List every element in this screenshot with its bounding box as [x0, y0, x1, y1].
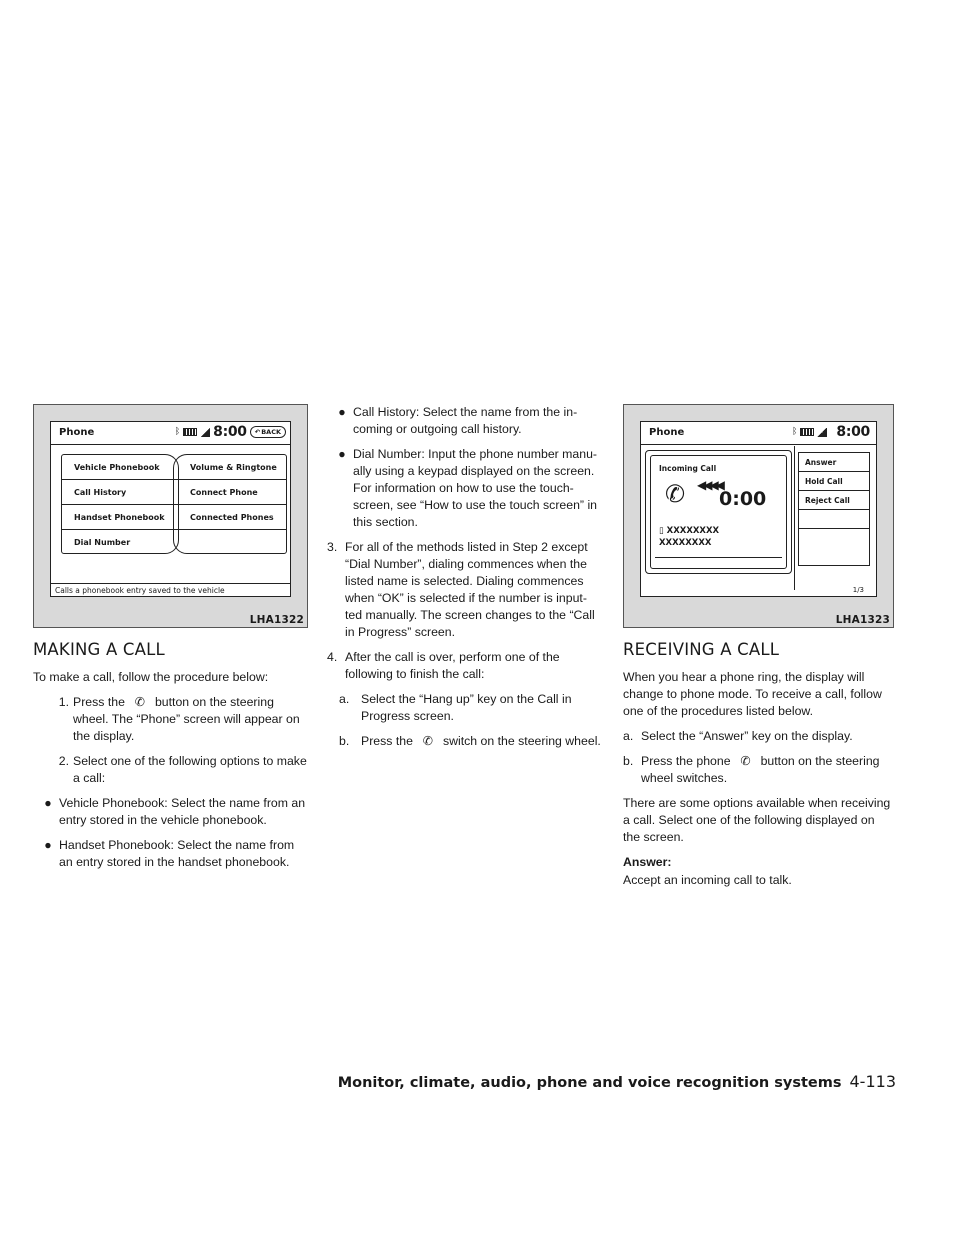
- back-button[interactable]: [250, 426, 286, 438]
- figure-phone-menu: [33, 404, 308, 628]
- signal-icon: [200, 428, 210, 437]
- receive-step-a: [623, 728, 894, 745]
- reject-call-button[interactable]: Reject Call: [799, 491, 869, 510]
- clock: 8:00: [213, 424, 247, 440]
- column-1: [33, 404, 308, 879]
- figure-label: LHA1322: [249, 614, 304, 626]
- option-empty: [799, 510, 869, 529]
- incoming-call-screen: [640, 421, 877, 597]
- handset-icon: ✆: [665, 480, 686, 508]
- receiving-call-heading: RECEIVING A CALL: [623, 640, 780, 659]
- incoming-call-label: Incoming Call: [659, 464, 717, 473]
- status-bar: [792, 424, 872, 440]
- call-options-list: [798, 452, 870, 566]
- receive-step-b: [623, 753, 894, 787]
- status-bar: [175, 424, 286, 440]
- page-indicator: 1/3: [852, 586, 864, 594]
- back-label: BACK: [261, 428, 281, 436]
- step-number: 2.: [58, 754, 69, 768]
- bullet-icon: ●: [44, 838, 52, 852]
- step4-text: After the call is over, perform one of the following to finish the call:: [345, 650, 560, 681]
- phone-menu-screen: [50, 421, 291, 597]
- step4b-text-a: Press the: [361, 734, 413, 748]
- figure-incoming-call: [623, 404, 894, 628]
- making-call-heading: MAKING A CALL: [33, 640, 165, 659]
- phone-button-icon: ✆: [134, 695, 146, 709]
- bullet-text: Handset Phonebook: Select the name from an entry stored in the handset phonebook.: [59, 838, 295, 869]
- screen-title: Phone: [649, 427, 685, 438]
- figure-label: LHA1323: [835, 614, 890, 626]
- divider: [655, 557, 782, 558]
- receiving-intro: When you hear a phone ring, the display will change to phone mode. To receive a call, follow one of the procedures listed below.: [623, 670, 882, 718]
- menu-item-handset-phonebook[interactable]: Handset Phonebook: [62, 505, 178, 530]
- phone-small-icon: ▯: [659, 526, 664, 536]
- hold-call-button[interactable]: Hold Call: [799, 472, 869, 491]
- step1-text-a: Press the: [73, 695, 125, 709]
- bullet-text: Call History: Select the name from the in-coming or outgoing call history.: [353, 405, 578, 436]
- making-intro: To make a call, follow the procedure below:: [33, 670, 269, 684]
- screen-header: [641, 422, 876, 445]
- menu-item-call-history[interactable]: Call History: [62, 480, 178, 505]
- step-number: 3.: [327, 540, 338, 554]
- bullet-text: Vehicle Phonebook: Select the name from an entry stored in the vehicle phonebook.: [59, 796, 306, 827]
- divider: [794, 446, 795, 590]
- battery-icon: [183, 428, 197, 436]
- menu-right-column: [173, 454, 287, 554]
- step1-text-b: button on the steering wheel. The “Phone” screen will appear on the display.: [73, 695, 300, 743]
- screen-title: Phone: [59, 427, 95, 438]
- bluetooth-icon: ᛒ: [791, 427, 798, 437]
- step2-text: Select one of the following options to make a call:: [73, 754, 307, 785]
- step-number: 4.: [327, 650, 338, 664]
- phone-switch-icon: ✆: [422, 734, 434, 748]
- column-2: [327, 404, 603, 758]
- bullet-dial-number: [331, 446, 603, 531]
- battery-icon: [800, 428, 814, 436]
- caller-number-2: XXXXXXXX: [659, 538, 712, 548]
- bluetooth-icon: ᛒ: [174, 427, 181, 437]
- step-letter: a.: [339, 692, 350, 706]
- options-text: There are some options available when receiving a call. Select one of the following displayed on the screen.: [623, 796, 891, 844]
- receive-b-text-a: Press the phone: [641, 754, 731, 768]
- receive-a-text: Select the “Answer” key on the display.: [641, 729, 853, 743]
- screen-header: [51, 422, 290, 445]
- step-3: [327, 539, 603, 641]
- call-timer: 0:00: [719, 488, 767, 510]
- bullet-call-history: [331, 404, 603, 438]
- incoming-arrows-icon: ◀◀◀◀: [697, 478, 722, 492]
- answer-heading: Answer:: [623, 855, 672, 869]
- step-1: [33, 694, 308, 745]
- bullet-text: Dial Number: Input the phone number manu-ally using a keypad displayed on the screen. For information on how to use the touch-screen, see “How to use the touch screen” in this section.: [353, 447, 598, 529]
- phone-button-icon: ✆: [740, 754, 751, 768]
- menu-item-dial-number[interactable]: Dial Number: [74, 538, 131, 547]
- step-4b: [339, 733, 603, 750]
- step4b-text-b: switch on the steering wheel.: [442, 734, 601, 748]
- page-footer: [338, 1072, 896, 1091]
- option-empty: [799, 529, 869, 548]
- menu-item-vehicle-phonebook[interactable]: Vehicle Phonebook: [62, 455, 178, 480]
- menu-left-column: [61, 454, 179, 554]
- phone-menu: [61, 454, 287, 556]
- menu-item-empty: [174, 530, 286, 555]
- step3-text: For all of the methods listed in Step 2 except “Dial Number”, dialing commences when the listed name is selected. Dialing commences when “OK” is selected if the number is input-ted manually. The screen changes to the “Call in Progress” screen.: [345, 540, 595, 639]
- step4a-text: Select the “Hang up” key on the Call in Progress screen.: [361, 692, 572, 723]
- menu-item-connected-phones[interactable]: Connected Phones: [174, 505, 286, 530]
- answer-button[interactable]: Answer: [799, 453, 869, 472]
- step-4a: [339, 691, 603, 725]
- step-number: 1.: [58, 695, 69, 709]
- clock: 8:00: [836, 424, 870, 440]
- section-title: Monitor, climate, audio, phone and voice recognition systems: [337, 1075, 842, 1091]
- bullet-handset-phonebook: [37, 837, 308, 871]
- back-arrow-icon: ↶: [254, 428, 261, 436]
- menu-item-connect-phone[interactable]: Connect Phone: [174, 480, 286, 505]
- caller-number-1: ▯ XXXXXXXX: [659, 526, 720, 536]
- step-letter: b.: [339, 734, 350, 748]
- bullet-vehicle-phonebook: [37, 795, 308, 829]
- menu-item-volume-ringtone[interactable]: Volume & Ringtone: [174, 455, 286, 480]
- step-4: [327, 649, 603, 683]
- call-info-panel: [645, 450, 792, 574]
- step-2: [33, 753, 308, 787]
- step-letter: b.: [623, 754, 634, 768]
- page-number: 4-113: [849, 1072, 896, 1091]
- step-letter: a.: [623, 729, 634, 743]
- bullet-icon: ●: [44, 796, 52, 810]
- receive-b-text-b: button on the steering wheel switches.: [641, 754, 880, 785]
- bullet-icon: ●: [338, 405, 346, 419]
- signal-icon: [817, 428, 827, 437]
- answer-text: Accept an incoming call to talk.: [623, 873, 792, 887]
- bullet-icon: ●: [338, 447, 346, 461]
- column-3: [623, 404, 894, 897]
- screen-hint: Calls a phonebook entry saved to the vehicle: [51, 583, 290, 596]
